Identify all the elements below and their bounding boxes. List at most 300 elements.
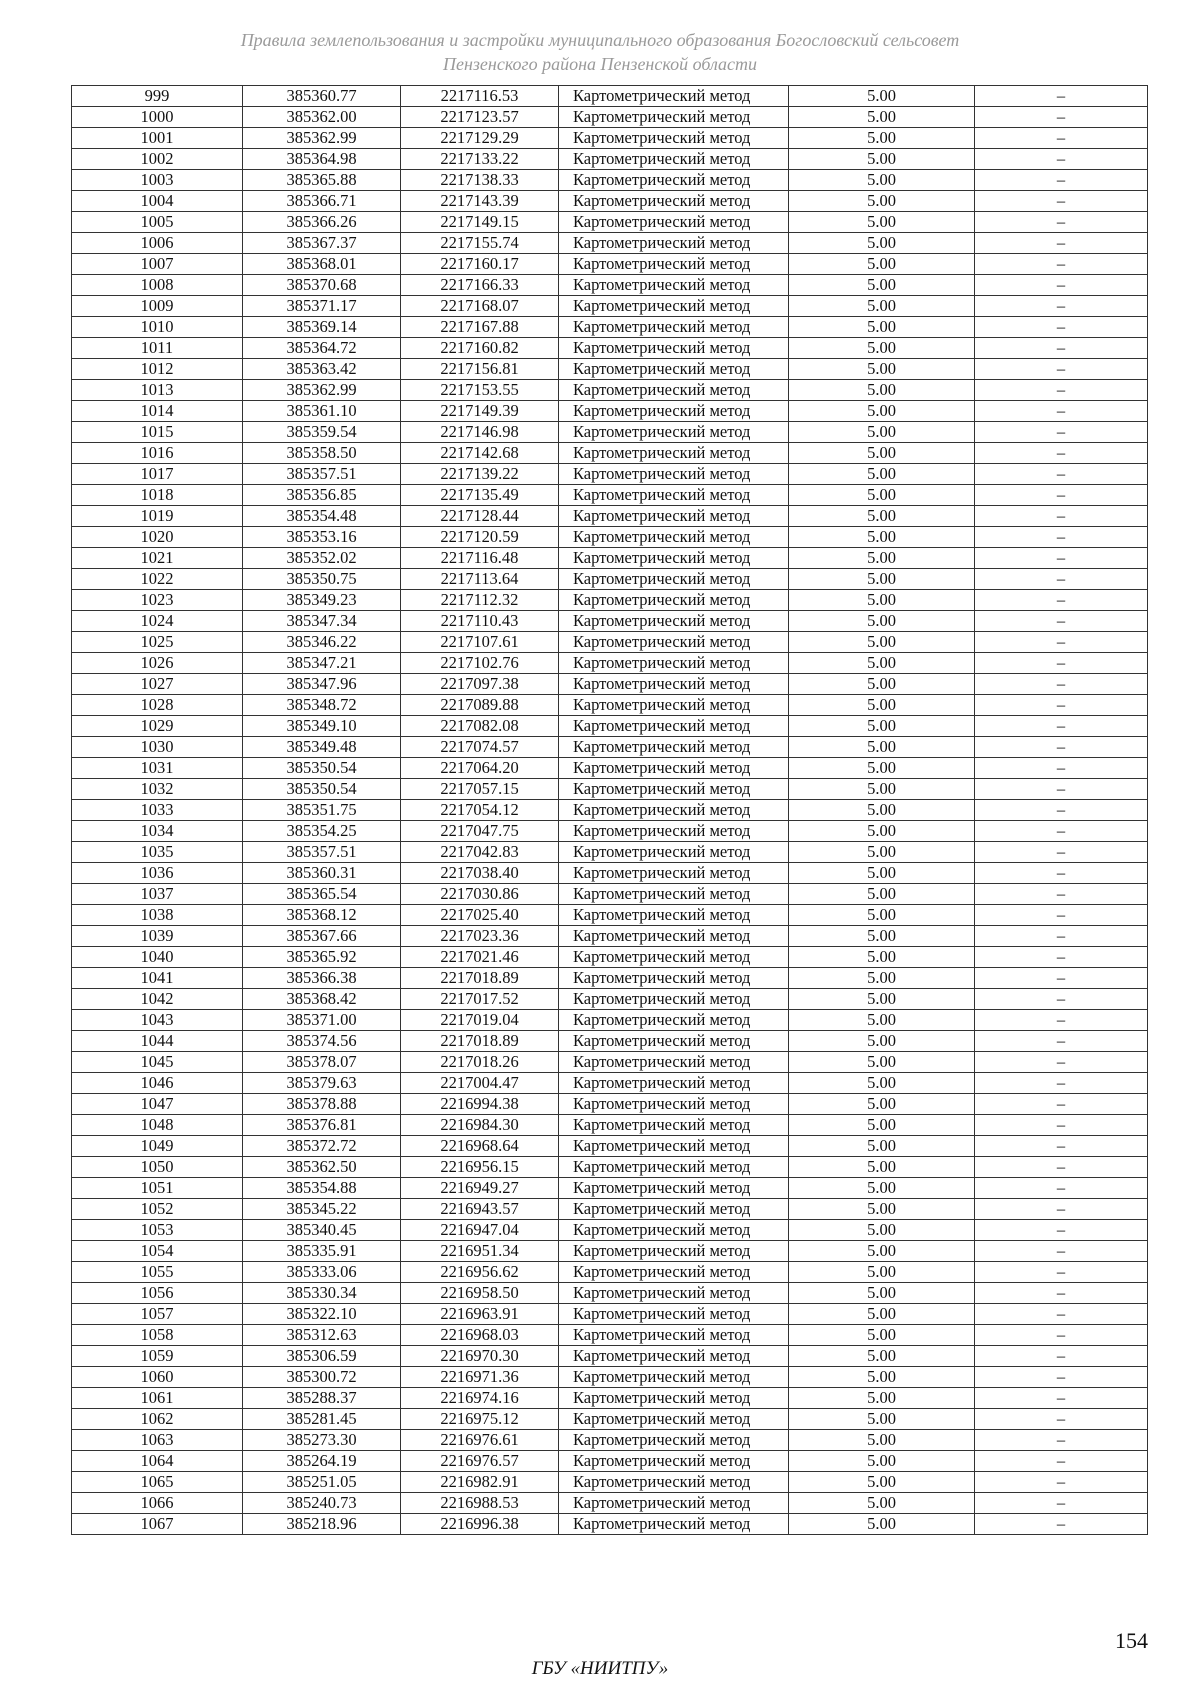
point-number-cell: 1025 [72,632,243,653]
accuracy-cell: 5.00 [789,1430,975,1451]
accuracy-cell: 5.00 [789,1367,975,1388]
table-row [72,338,1148,359]
accuracy-cell: 5.00 [789,191,975,212]
point-number-cell: 1022 [72,569,243,590]
accuracy-cell: 5.00 [789,1010,975,1031]
y-coordinate-cell: 2217149.39 [401,401,559,422]
x-coordinate-cell: 385362.00 [243,107,401,128]
accuracy-cell: 5.00 [789,233,975,254]
point-number-cell: 1035 [72,842,243,863]
x-coordinate-cell: 385360.77 [243,86,401,107]
point-number-cell: 1064 [72,1451,243,1472]
method-cell: Картометрический метод [559,506,789,527]
table-row [72,758,1148,779]
table-row [72,1262,1148,1283]
method-cell: Картометрический метод [559,1136,789,1157]
x-coordinate-cell: 385370.68 [243,275,401,296]
accuracy-cell: 5.00 [789,653,975,674]
note-cell: – [975,422,1148,443]
note-cell: – [975,968,1148,989]
note-cell: – [975,1073,1148,1094]
point-number-cell: 1042 [72,989,243,1010]
accuracy-cell: 5.00 [789,674,975,695]
table-row [72,1010,1148,1031]
method-cell: Картометрический метод [559,191,789,212]
y-coordinate-cell: 2217129.29 [401,128,559,149]
method-cell: Картометрический метод [559,1409,789,1430]
y-coordinate-cell: 2216956.15 [401,1157,559,1178]
accuracy-cell: 5.00 [789,989,975,1010]
table-row [72,947,1148,968]
point-number-cell: 1004 [72,191,243,212]
method-cell: Картометрический метод [559,464,789,485]
method-cell: Картометрический метод [559,674,789,695]
point-number-cell: 1049 [72,1136,243,1157]
y-coordinate-cell: 2217074.57 [401,737,559,758]
point-number-cell: 1046 [72,1073,243,1094]
point-number-cell: 999 [72,86,243,107]
y-coordinate-cell: 2217082.08 [401,716,559,737]
accuracy-cell: 5.00 [789,422,975,443]
accuracy-cell: 5.00 [789,1262,975,1283]
x-coordinate-cell: 385371.17 [243,296,401,317]
accuracy-cell: 5.00 [789,317,975,338]
table-row [72,1388,1148,1409]
x-coordinate-cell: 385366.71 [243,191,401,212]
note-cell: – [975,695,1148,716]
y-coordinate-cell: 2217113.64 [401,569,559,590]
x-coordinate-cell: 385353.16 [243,527,401,548]
accuracy-cell: 5.00 [789,1052,975,1073]
note-cell: – [975,1094,1148,1115]
note-cell: – [975,674,1148,695]
method-cell: Картометрический метод [559,1241,789,1262]
point-number-cell: 1063 [72,1430,243,1451]
note-cell: – [975,737,1148,758]
table-row [72,1430,1148,1451]
note-cell: – [975,1241,1148,1262]
method-cell: Картометрический метод [559,317,789,338]
table-row [72,653,1148,674]
note-cell: – [975,611,1148,632]
point-number-cell: 1009 [72,296,243,317]
y-coordinate-cell: 2217116.48 [401,548,559,569]
y-coordinate-cell: 2216984.30 [401,1115,559,1136]
table-row [72,422,1148,443]
point-number-cell: 1026 [72,653,243,674]
y-coordinate-cell: 2217116.53 [401,86,559,107]
accuracy-cell: 5.00 [789,1409,975,1430]
table-row [72,254,1148,275]
note-cell: – [975,1262,1148,1283]
x-coordinate-cell: 385350.75 [243,569,401,590]
x-coordinate-cell: 385346.22 [243,632,401,653]
method-cell: Картометрический метод [559,1115,789,1136]
table-row [72,506,1148,527]
method-cell: Картометрический метод [559,527,789,548]
point-number-cell: 1037 [72,884,243,905]
point-number-cell: 1033 [72,800,243,821]
table-row [72,821,1148,842]
point-number-cell: 1034 [72,821,243,842]
accuracy-cell: 5.00 [789,758,975,779]
note-cell: – [975,1283,1148,1304]
note-cell: – [975,275,1148,296]
note-cell: – [975,86,1148,107]
point-number-cell: 1002 [72,149,243,170]
accuracy-cell: 5.00 [789,527,975,548]
table-row [72,128,1148,149]
method-cell: Картометрический метод [559,716,789,737]
table-row [72,905,1148,926]
x-coordinate-cell: 385368.42 [243,989,401,1010]
accuracy-cell: 5.00 [789,590,975,611]
accuracy-cell: 5.00 [789,401,975,422]
note-cell: – [975,653,1148,674]
method-cell: Картометрический метод [559,1073,789,1094]
table-row [72,1451,1148,1472]
note-cell: – [975,170,1148,191]
point-number-cell: 1052 [72,1199,243,1220]
method-cell: Картометрический метод [559,1031,789,1052]
accuracy-cell: 5.00 [789,716,975,737]
accuracy-cell: 5.00 [789,443,975,464]
accuracy-cell: 5.00 [789,1346,975,1367]
x-coordinate-cell: 385362.50 [243,1157,401,1178]
table-row [72,485,1148,506]
point-number-cell: 1031 [72,758,243,779]
method-cell: Картометрический метод [559,1220,789,1241]
note-cell: – [975,1472,1148,1493]
point-number-cell: 1045 [72,1052,243,1073]
method-cell: Картометрический метод [559,296,789,317]
method-cell: Картометрический метод [559,1367,789,1388]
table-row [72,1157,1148,1178]
accuracy-cell: 5.00 [789,128,975,149]
point-number-cell: 1053 [72,1220,243,1241]
accuracy-cell: 5.00 [789,947,975,968]
point-number-cell: 1012 [72,359,243,380]
note-cell: – [975,821,1148,842]
point-number-cell: 1003 [72,170,243,191]
accuracy-cell: 5.00 [789,737,975,758]
table-row [72,170,1148,191]
point-number-cell: 1036 [72,863,243,884]
y-coordinate-cell: 2217018.89 [401,1031,559,1052]
y-coordinate-cell: 2216975.12 [401,1409,559,1430]
table-row [72,674,1148,695]
point-number-cell: 1055 [72,1262,243,1283]
table-row [72,611,1148,632]
accuracy-cell: 5.00 [789,1178,975,1199]
x-coordinate-cell: 385358.50 [243,443,401,464]
point-number-cell: 1047 [72,1094,243,1115]
point-number-cell: 1001 [72,128,243,149]
note-cell: – [975,758,1148,779]
table-row [72,1241,1148,1262]
method-cell: Картометрический метод [559,1493,789,1514]
point-number-cell: 1024 [72,611,243,632]
note-cell: – [975,149,1148,170]
note-cell: – [975,1052,1148,1073]
point-number-cell: 1056 [72,1283,243,1304]
method-cell: Картометрический метод [559,821,789,842]
y-coordinate-cell: 2217023.36 [401,926,559,947]
table-row [72,1367,1148,1388]
accuracy-cell: 5.00 [789,1241,975,1262]
point-number-cell: 1017 [72,464,243,485]
table-row [72,569,1148,590]
accuracy-cell: 5.00 [789,1451,975,1472]
x-coordinate-cell: 385379.63 [243,1073,401,1094]
point-number-cell: 1011 [72,338,243,359]
table-row [72,590,1148,611]
x-coordinate-cell: 385374.56 [243,1031,401,1052]
point-number-cell: 1016 [72,443,243,464]
table-row [72,1052,1148,1073]
y-coordinate-cell: 2217160.82 [401,338,559,359]
y-coordinate-cell: 2216971.36 [401,1367,559,1388]
note-cell: – [975,359,1148,380]
x-coordinate-cell: 385372.72 [243,1136,401,1157]
table-row [72,1304,1148,1325]
table-row [72,1178,1148,1199]
point-number-cell: 1019 [72,506,243,527]
note-cell: – [975,863,1148,884]
method-cell: Картометрический метод [559,1472,789,1493]
accuracy-cell: 5.00 [789,1304,975,1325]
table-row [72,1199,1148,1220]
table-row [72,107,1148,128]
note-cell: – [975,191,1148,212]
note-cell: – [975,800,1148,821]
x-coordinate-cell: 385349.48 [243,737,401,758]
method-cell: Картометрический метод [559,905,789,926]
x-coordinate-cell: 385365.92 [243,947,401,968]
point-number-cell: 1018 [72,485,243,506]
note-cell: – [975,212,1148,233]
note-cell: – [975,380,1148,401]
point-number-cell: 1058 [72,1325,243,1346]
note-cell: – [975,233,1148,254]
note-cell: – [975,527,1148,548]
method-cell: Картометрический метод [559,779,789,800]
method-cell: Картометрический метод [559,485,789,506]
y-coordinate-cell: 2217155.74 [401,233,559,254]
note-cell: – [975,842,1148,863]
method-cell: Картометрический метод [559,1325,789,1346]
y-coordinate-cell: 2217064.20 [401,758,559,779]
y-coordinate-cell: 2217019.04 [401,1010,559,1031]
x-coordinate-cell: 385376.81 [243,1115,401,1136]
table-row [72,695,1148,716]
y-coordinate-cell: 2217102.76 [401,653,559,674]
table-row [72,527,1148,548]
table-row [72,1514,1148,1535]
note-cell: – [975,254,1148,275]
y-coordinate-cell: 2217054.12 [401,800,559,821]
point-number-cell: 1032 [72,779,243,800]
y-coordinate-cell: 2217123.57 [401,107,559,128]
x-coordinate-cell: 385251.05 [243,1472,401,1493]
table-row [72,863,1148,884]
note-cell: – [975,1115,1148,1136]
table-row [72,989,1148,1010]
note-cell: – [975,1346,1148,1367]
table-row [72,884,1148,905]
accuracy-cell: 5.00 [789,842,975,863]
y-coordinate-cell: 2217128.44 [401,506,559,527]
note-cell: – [975,1199,1148,1220]
note-cell: – [975,338,1148,359]
point-number-cell: 1051 [72,1178,243,1199]
accuracy-cell: 5.00 [789,275,975,296]
y-coordinate-cell: 2216968.64 [401,1136,559,1157]
x-coordinate-cell: 385354.48 [243,506,401,527]
table-row [72,1283,1148,1304]
point-number-cell: 1060 [72,1367,243,1388]
x-coordinate-cell: 385367.66 [243,926,401,947]
accuracy-cell: 5.00 [789,800,975,821]
footer-organization: ГБУ «НИИТПУ» [531,1658,669,1679]
accuracy-cell: 5.00 [789,1199,975,1220]
method-cell: Картометрический метод [559,128,789,149]
note-cell: – [975,443,1148,464]
point-number-cell: 1039 [72,926,243,947]
point-number-cell: 1005 [72,212,243,233]
point-number-cell: 1062 [72,1409,243,1430]
note-cell: – [975,107,1148,128]
y-coordinate-cell: 2217025.40 [401,905,559,926]
note-cell: – [975,779,1148,800]
note-cell: – [975,947,1148,968]
method-cell: Картометрический метод [559,1052,789,1073]
accuracy-cell: 5.00 [789,485,975,506]
table-row [72,968,1148,989]
note-cell: – [975,926,1148,947]
y-coordinate-cell: 2217021.46 [401,947,559,968]
coordinates-table-body [72,86,1148,1535]
point-number-cell: 1048 [72,1115,243,1136]
y-coordinate-cell: 2217038.40 [401,863,559,884]
y-coordinate-cell: 2217057.15 [401,779,559,800]
point-number-cell: 1013 [72,380,243,401]
point-number-cell: 1066 [72,1493,243,1514]
table-row [72,1094,1148,1115]
x-coordinate-cell: 385312.63 [243,1325,401,1346]
method-cell: Картометрический метод [559,170,789,191]
method-cell: Картометрический метод [559,1514,789,1535]
method-cell: Картометрический метод [559,884,789,905]
point-number-cell: 1028 [72,695,243,716]
y-coordinate-cell: 2217030.86 [401,884,559,905]
note-cell: – [975,569,1148,590]
method-cell: Картометрический метод [559,632,789,653]
accuracy-cell: 5.00 [789,464,975,485]
note-cell: – [975,1157,1148,1178]
method-cell: Картометрический метод [559,1199,789,1220]
point-number-cell: 1061 [72,1388,243,1409]
method-cell: Картометрический метод [559,422,789,443]
y-coordinate-cell: 2217142.68 [401,443,559,464]
y-coordinate-cell: 2217146.98 [401,422,559,443]
accuracy-cell: 5.00 [789,905,975,926]
accuracy-cell: 5.00 [789,149,975,170]
point-number-cell: 1014 [72,401,243,422]
method-cell: Картометрический метод [559,1451,789,1472]
y-coordinate-cell: 2216976.57 [401,1451,559,1472]
x-coordinate-cell: 385362.99 [243,380,401,401]
x-coordinate-cell: 385356.85 [243,485,401,506]
y-coordinate-cell: 2217107.61 [401,632,559,653]
x-coordinate-cell: 385361.10 [243,401,401,422]
table-row [72,779,1148,800]
accuracy-cell: 5.00 [789,884,975,905]
point-number-cell: 1010 [72,317,243,338]
note-cell: – [975,1430,1148,1451]
x-coordinate-cell: 385365.88 [243,170,401,191]
note-cell: – [975,506,1148,527]
note-cell: – [975,884,1148,905]
accuracy-cell: 5.00 [789,968,975,989]
accuracy-cell: 5.00 [789,548,975,569]
y-coordinate-cell: 2217133.22 [401,149,559,170]
y-coordinate-cell: 2216949.27 [401,1178,559,1199]
method-cell: Картометрический метод [559,1304,789,1325]
table-row [72,1073,1148,1094]
note-cell: – [975,905,1148,926]
method-cell: Картометрический метод [559,1346,789,1367]
note-cell: – [975,1325,1148,1346]
accuracy-cell: 5.00 [789,1136,975,1157]
accuracy-cell: 5.00 [789,1493,975,1514]
table-row [72,1031,1148,1052]
y-coordinate-cell: 2216970.30 [401,1346,559,1367]
x-coordinate-cell: 385371.00 [243,1010,401,1031]
y-coordinate-cell: 2216947.04 [401,1220,559,1241]
method-cell: Картометрический метод [559,1262,789,1283]
point-number-cell: 1050 [72,1157,243,1178]
note-cell: – [975,1136,1148,1157]
method-cell: Картометрический метод [559,212,789,233]
table-row [72,716,1148,737]
y-coordinate-cell: 2217089.88 [401,695,559,716]
x-coordinate-cell: 385366.38 [243,968,401,989]
y-coordinate-cell: 2216943.57 [401,1199,559,1220]
table-row [72,86,1148,107]
x-coordinate-cell: 385360.31 [243,863,401,884]
x-coordinate-cell: 385378.07 [243,1052,401,1073]
y-coordinate-cell: 2217143.39 [401,191,559,212]
method-cell: Картометрический метод [559,653,789,674]
y-coordinate-cell: 2216976.61 [401,1430,559,1451]
y-coordinate-cell: 2216968.03 [401,1325,559,1346]
accuracy-cell: 5.00 [789,380,975,401]
y-coordinate-cell: 2217156.81 [401,359,559,380]
method-cell: Картометрический метод [559,611,789,632]
point-number-cell: 1027 [72,674,243,695]
x-coordinate-cell: 385347.96 [243,674,401,695]
accuracy-cell: 5.00 [789,1514,975,1535]
method-cell: Картометрический метод [559,1010,789,1031]
x-coordinate-cell: 385364.98 [243,149,401,170]
point-number-cell: 1021 [72,548,243,569]
table-row [72,1325,1148,1346]
method-cell: Картометрический метод [559,548,789,569]
point-number-cell: 1041 [72,968,243,989]
note-cell: – [975,128,1148,149]
note-cell: – [975,590,1148,611]
